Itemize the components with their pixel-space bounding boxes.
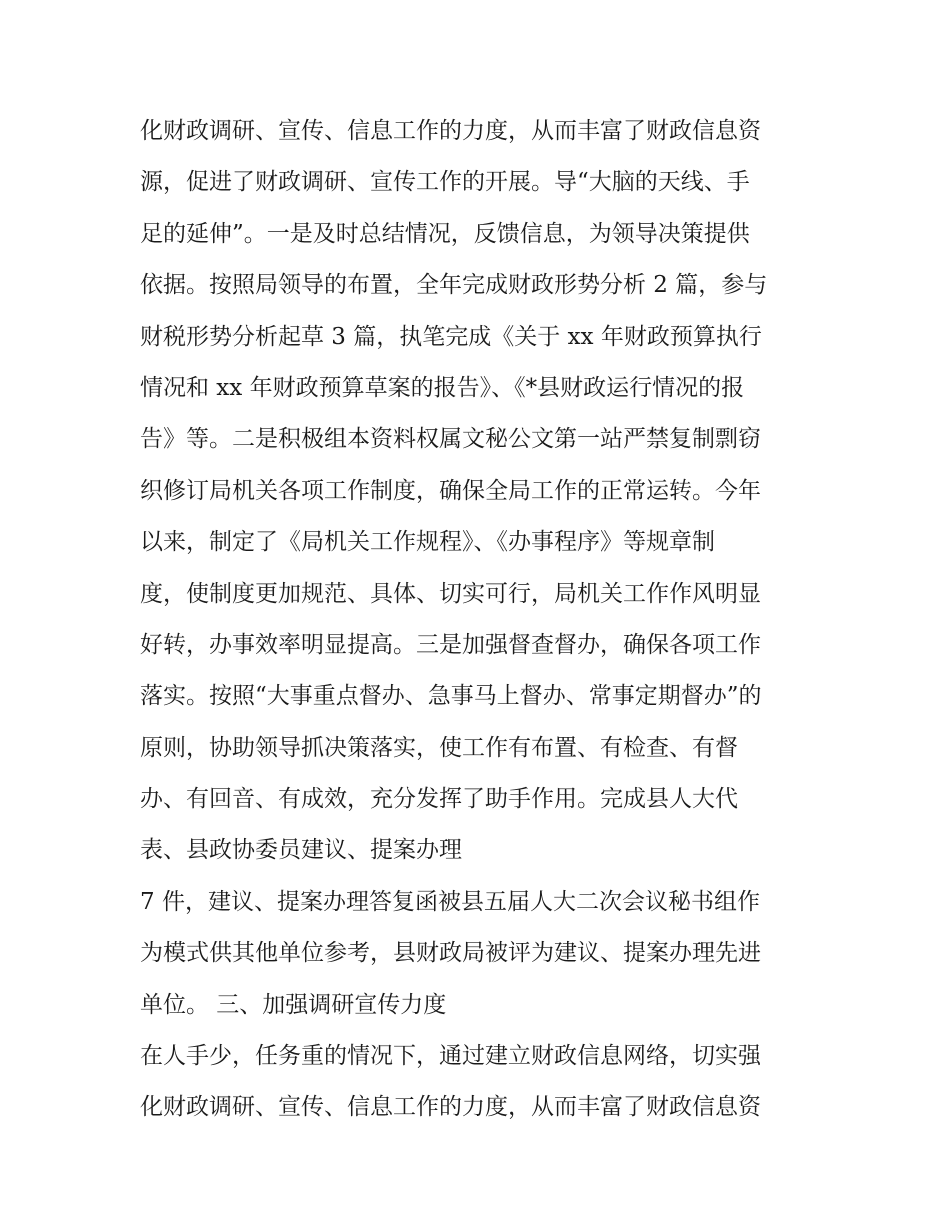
text-line: 原则，协助领导抓决策落实，使工作有布置、有检查、有督 — [140, 734, 738, 761]
text-line: 为模式供其他单位参考，县财政局被评为建议、提案办理先进 — [140, 940, 761, 967]
text-line: 落实。按照“大事重点督办、急事马上督办、常事定期督办”的 — [140, 683, 762, 710]
text-line: 情况和 xx 年财政预算草案的报告》、《*县财政运行情况的报 — [140, 374, 745, 401]
text-line: 在人手少，任务重的情况下，通过建立财政信息网络，切实强 — [140, 1043, 761, 1070]
text-line: 7 件，建议、提案办理答复函被县五届人大二次会议秘书组作 — [140, 888, 760, 915]
text-line: 化财政调研、宣传、信息工作的力度，从而丰富了财政信息资 — [140, 1094, 761, 1121]
text-line: 财税形势分析起草 3 篇，执笔完成《关于 xx 年财政预算执行 — [140, 323, 762, 350]
text-line: 好转，办事效率明显提高。三是加强督查督办，确保各项工作 — [140, 631, 761, 658]
text-line: 织修订局机关各项工作制度，确保全局工作的正常运转。今年 — [140, 477, 761, 504]
text-line: 化财政调研、宣传、信息工作的力度，从而丰富了财政信息资 — [140, 118, 761, 144]
text-line: 度，使制度更加规范、具体、切实可行，局机关工作作风明显 — [140, 580, 761, 607]
text-line: 足的延伸”。一是及时总结情况，反馈信息，为领导决策提供 — [140, 220, 750, 247]
text-line: 单位。 三、加强调研宣传力度 — [140, 991, 447, 1018]
text-line: 以来，制定了《局机关工作规程》、《办事程序》等规章制 — [140, 529, 715, 556]
text-line: 表、县政协委员建议、提案办理 — [140, 837, 462, 864]
text-line: 源，促进了财政调研、宣传工作的开展。导“大脑的天线、手 — [140, 169, 750, 196]
body-text — [140, 106, 820, 1134]
text-line: 依据。按照局领导的布置，全年完成财政形势分析 2 篇，参与 — [140, 272, 768, 299]
text-line: 办、有回音、有成效，充分发挥了助手作用。完成县人大代 — [140, 786, 738, 813]
text-line: 告》等。二是积极组本资料权属文秘公文第一站严禁复制剽窃 — [140, 426, 761, 453]
